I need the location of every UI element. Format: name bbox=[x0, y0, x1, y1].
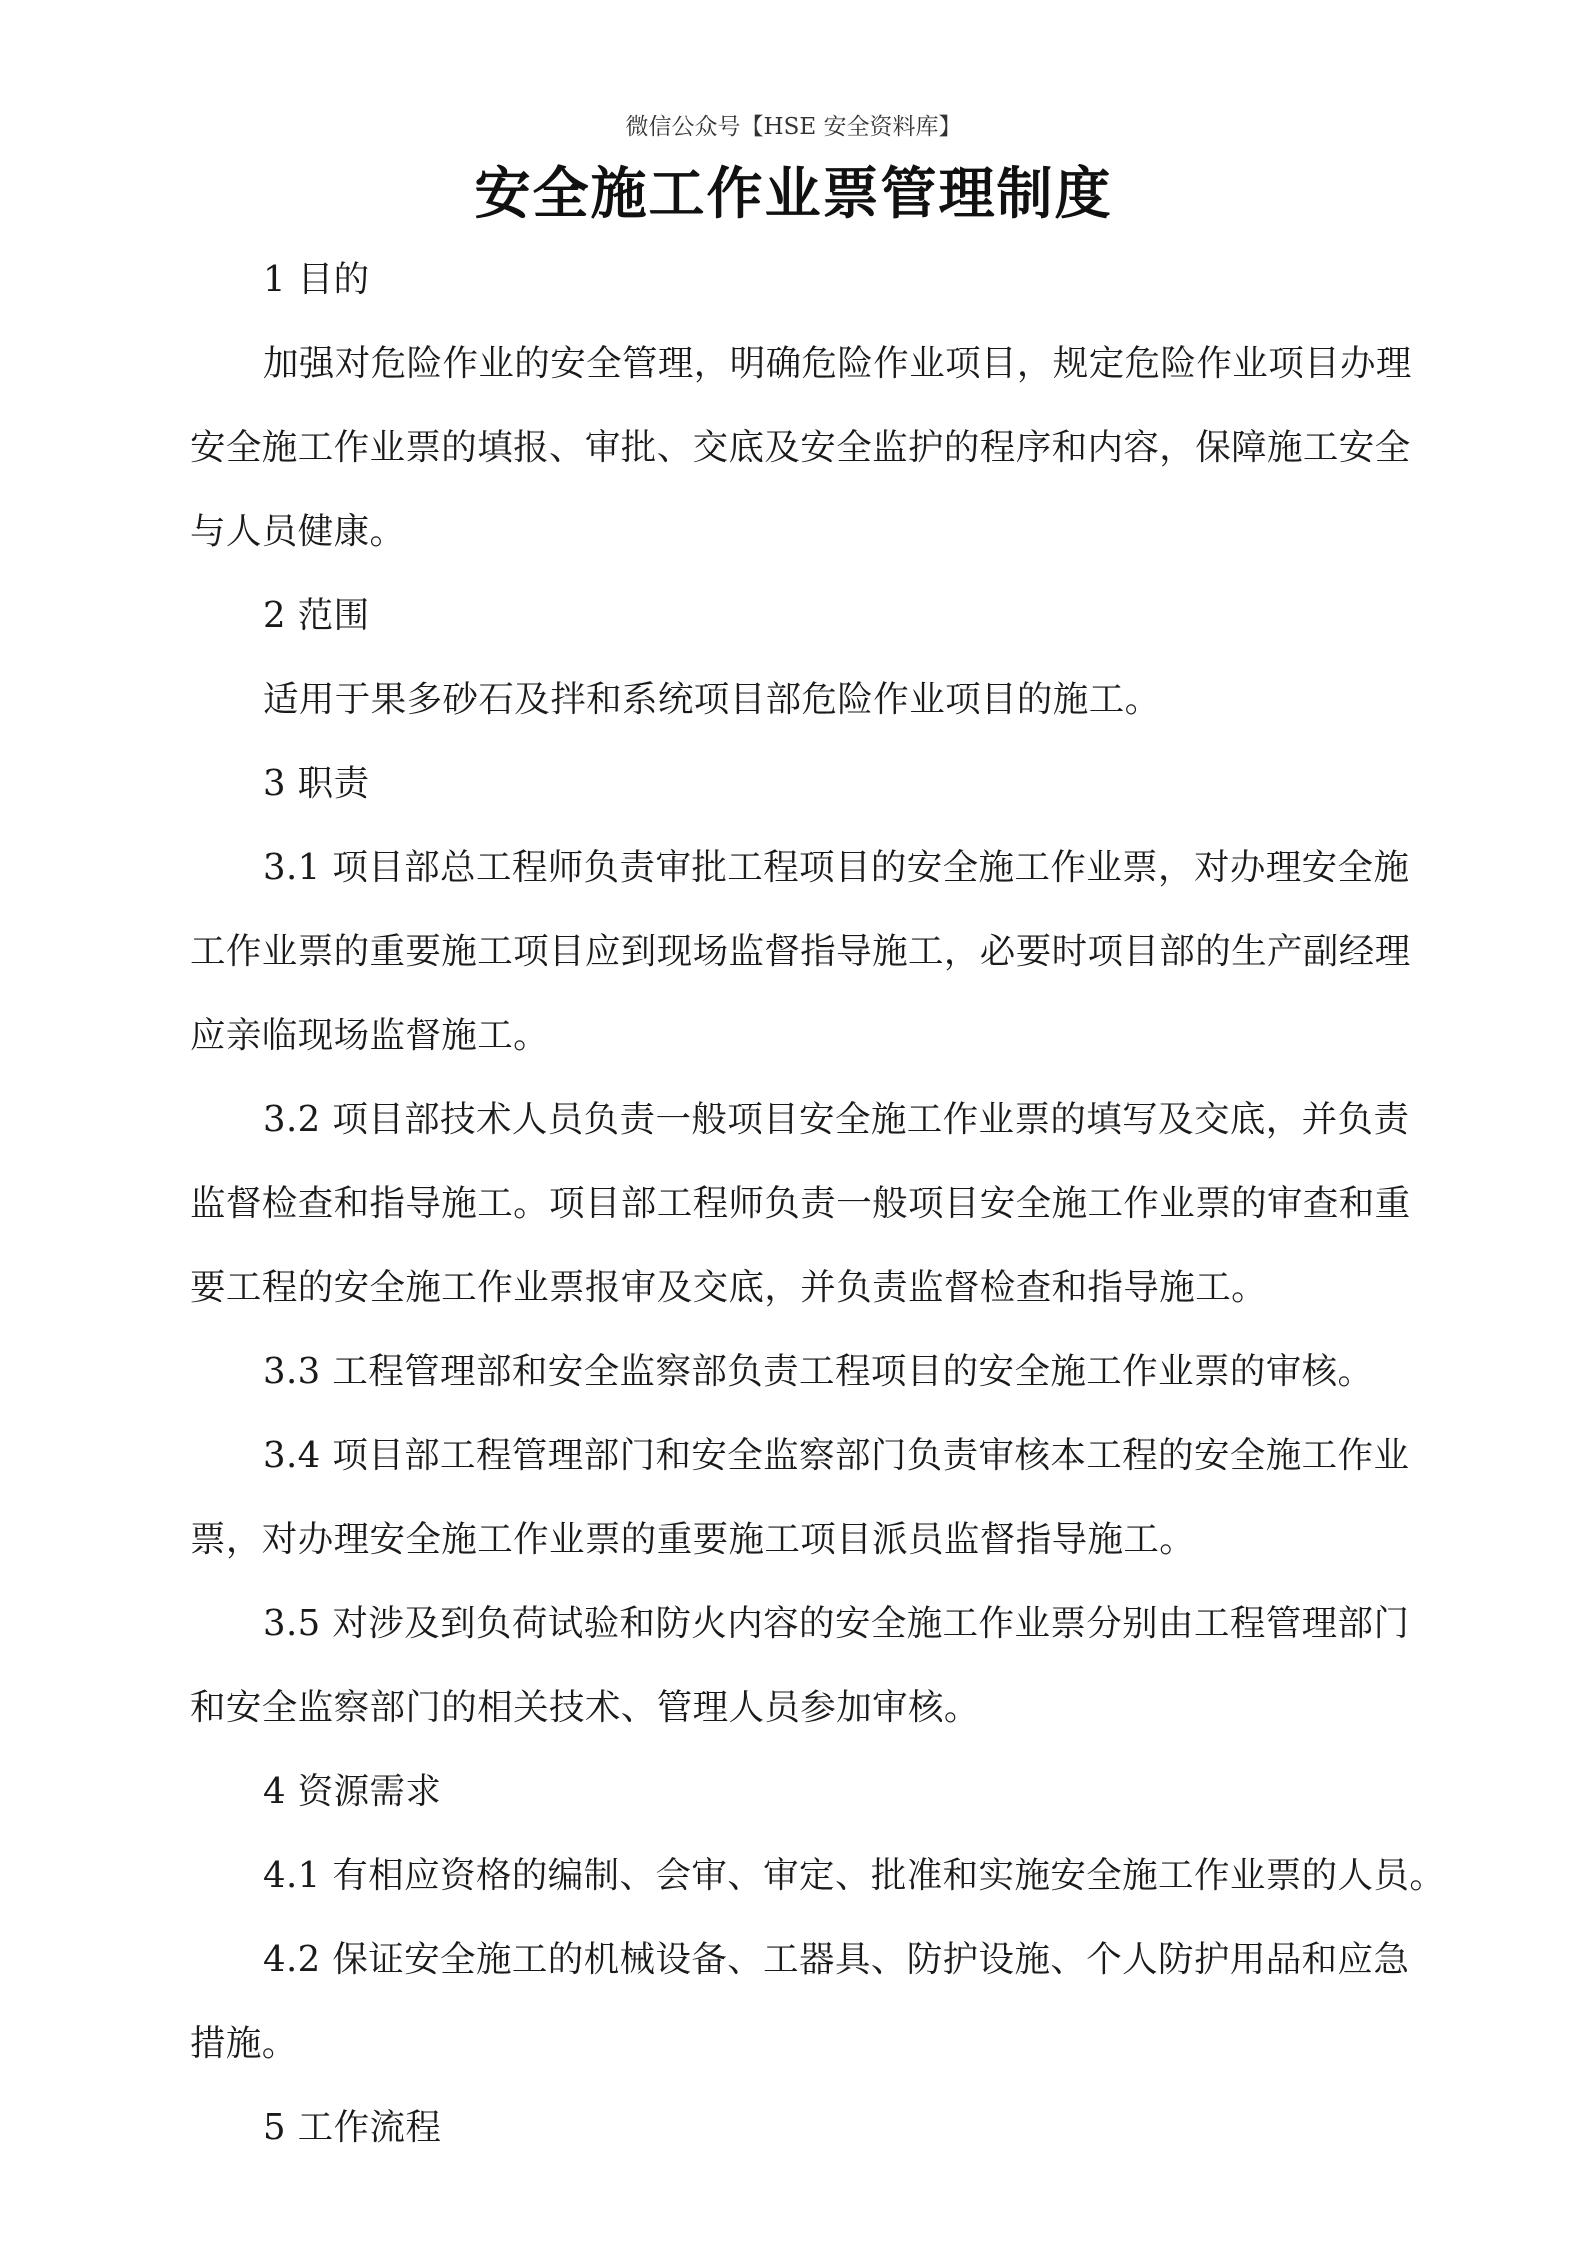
watermark-text: 微信公众号【HSE 安全资料库】 bbox=[625, 114, 962, 140]
page-title: 安全施工作业票管理制度 bbox=[474, 161, 1113, 227]
paragraph-line: 3.5 对涉及到负荷试验和防火内容的安全施工作业票分别由工程管理部门 bbox=[263, 1603, 1410, 1644]
paragraph-line: 监督检查和指导施工。项目部工程师负责一般项目安全施工作业票的审查和重 bbox=[190, 1183, 1411, 1224]
paragraph-line: 3.3 工程管理部和安全监察部负责工程项目的安全施工作业票的审核。 bbox=[263, 1351, 1374, 1392]
paragraph-line: 4.2 保证安全施工的机械设备、工器具、防护设施、个人防护用品和应急 bbox=[263, 1939, 1410, 1980]
paragraph-line: 3.2 项目部技术人员负责一般项目安全施工作业票的填写及交底，并负责 bbox=[263, 1099, 1410, 1140]
document-body bbox=[190, 238, 1450, 2170]
paragraph-line: 票，对办理安全施工作业票的重要施工项目派员监督指导施工。 bbox=[190, 1519, 1196, 1560]
section-heading-responsibilities: 3 职责 bbox=[263, 763, 370, 804]
paragraph-line: 工作业票的重要施工项目应到现场监督指导施工，必要时项目部的生产副经理 bbox=[190, 931, 1411, 972]
section-heading-purpose: 1 目的 bbox=[263, 259, 370, 300]
section-heading-scope: 2 范围 bbox=[263, 595, 370, 636]
section-heading-workflow: 5 工作流程 bbox=[263, 2107, 442, 2148]
paragraph-line: 3.1 项目部总工程师负责审批工程项目的安全施工作业票，对办理安全施 bbox=[263, 847, 1410, 888]
paragraph-line: 措施。 bbox=[190, 2023, 298, 2064]
paragraph-line: 4.1 有相应资格的编制、会审、审定、批准和实施安全施工作业票的人员。 bbox=[263, 1855, 1446, 1896]
paragraph-line: 3.4 项目部工程管理部门和安全监察部门负责审核本工程的安全施工作业 bbox=[263, 1435, 1410, 1476]
paragraph-line: 要工程的安全施工作业票报审及交底，并负责监督检查和指导施工。 bbox=[190, 1267, 1268, 1308]
paragraph-line: 和安全监察部门的相关技术、管理人员参加审核。 bbox=[190, 1687, 980, 1728]
paragraph-line: 适用于果多砂石及拌和系统项目部危险作业项目的施工。 bbox=[263, 679, 1161, 720]
paragraph-line: 与人员健康。 bbox=[190, 511, 406, 552]
paragraph-line: 安全施工作业票的填报、审批、交底及安全监护的程序和内容，保障施工安全 bbox=[190, 427, 1411, 468]
paragraph-line: 应亲临现场监督施工。 bbox=[190, 1015, 550, 1056]
paragraph-line: 加强对危险作业的安全管理，明确危险作业项目，规定危险作业项目办理 bbox=[263, 343, 1412, 384]
section-heading-resources: 4 资源需求 bbox=[263, 1771, 442, 1812]
